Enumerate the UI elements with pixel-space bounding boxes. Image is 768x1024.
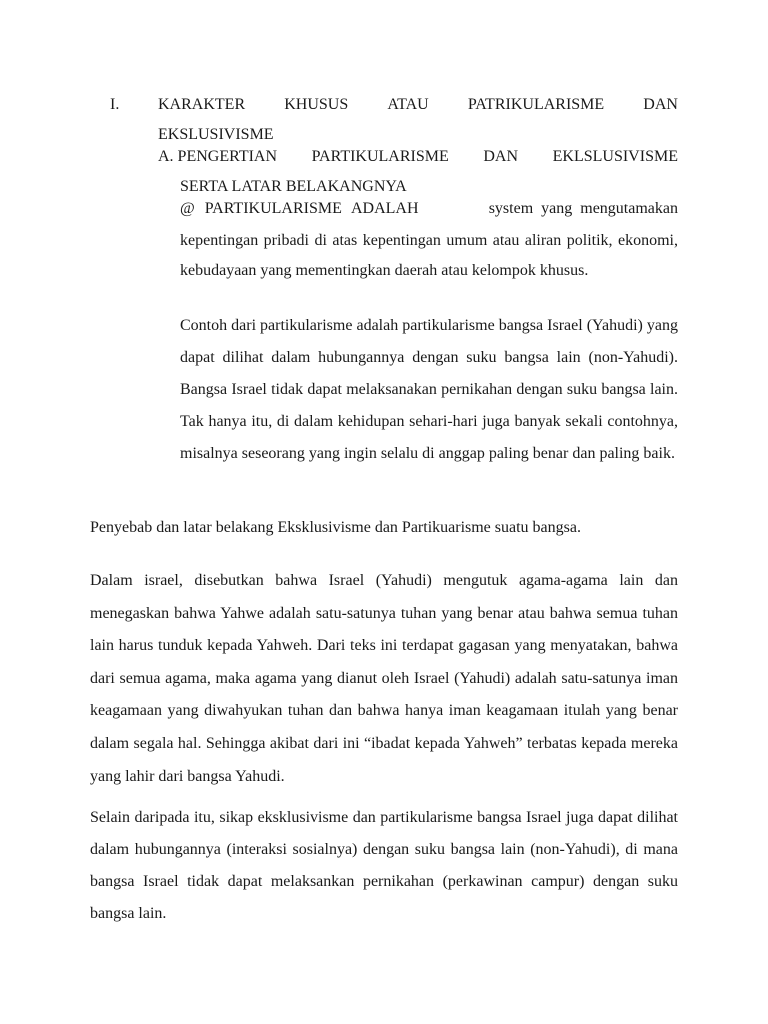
definition-first-line <box>180 199 678 219</box>
heading-word: DAN <box>643 96 678 113</box>
subheading-word: PARTIKULARISME <box>311 148 449 165</box>
subheading-word: A. PENGERTIAN <box>158 148 278 165</box>
heading-number: I. <box>110 96 120 113</box>
heading-word: KHUSUS <box>284 96 349 113</box>
definition-first-line-rest: system yang mengutamakan <box>488 200 678 217</box>
subheading-line <box>158 147 678 167</box>
subheading-word: DAN <box>483 148 519 165</box>
subheading-word: EKLSLUSIVISME <box>552 148 678 165</box>
heading-word: KARAKTER <box>158 96 246 113</box>
definition-text: kepentingan pribadi di atas kepentingan umum atau aliran politik, ekonomi, kebudayaan yang mementingkan daerah atau kelompok khusus. <box>180 232 678 279</box>
body-paragraph-1: Dalam israel, disebutkan bahwa Israel (Yahudi) mengutuk agama-agama lain dan menegaskan bahwa Yahwe adalah satu-satunya tuhan yang benar atau bahwa semua tuhan lain harus tunduk kepada Yahweh. Dari teks ini terdapat gagasan yang menyatakan, bahwa dari semua agama, maka agama yang dianut oleh Israel (Yahudi) adalah satu-satunya iman keagamaan yang diwahyukan tuhan dan bahwa hanya iman keagamaan itulah yang benar dalam segala hal. Sehingga akibat dari ini “ibadat kepada Yahweh” terbatas kepada mereka yang lahir dari bangsa Yahudi. <box>90 572 678 785</box>
subheading-continuation: SERTA LATAR BELAKANGNYA <box>180 178 407 195</box>
heading-continuation: EKSLUSIVISME <box>158 126 274 143</box>
body-paragraph-2: Selain daripada itu, sikap eksklusivisme dan partikularisme bangsa Israel juga dapat dilihat dalam hubungannya (interaksi sosialnya) dengan suku bangsa lain (non-Yahudi), di mana bangsa Israel tidak dapat melaksankan pernikahan (perkawinan campur) dengan suku bangsa lain. <box>90 809 678 922</box>
heading-title-line <box>158 95 678 115</box>
heading-word: ATAU <box>387 96 429 113</box>
example-text: Contoh dari partikularisme adalah partikularisme bangsa Israel (Yahudi) yang dapat dilihat dalam hubungannya dengan suku bangsa lain (non-Yahudi). Bangsa Israel tidak dapat melaksanakan pernikahan dengan suku bangsa lain. Tak hanya itu, di dalam kehidupan sehari-hari juga banyak sekali contohnya, misalnya seseorang yang ingin selalu di anggap paling benar dan paling baik. <box>180 317 678 462</box>
section-title: Penyebab dan latar belakang Eksklusivisme dan Partikuarisme suatu bangsa. <box>90 519 581 536</box>
heading-word: PATRIKULARISME <box>467 96 605 113</box>
definition-lead: @ PARTIKULARISME ADALAH <box>180 200 419 217</box>
